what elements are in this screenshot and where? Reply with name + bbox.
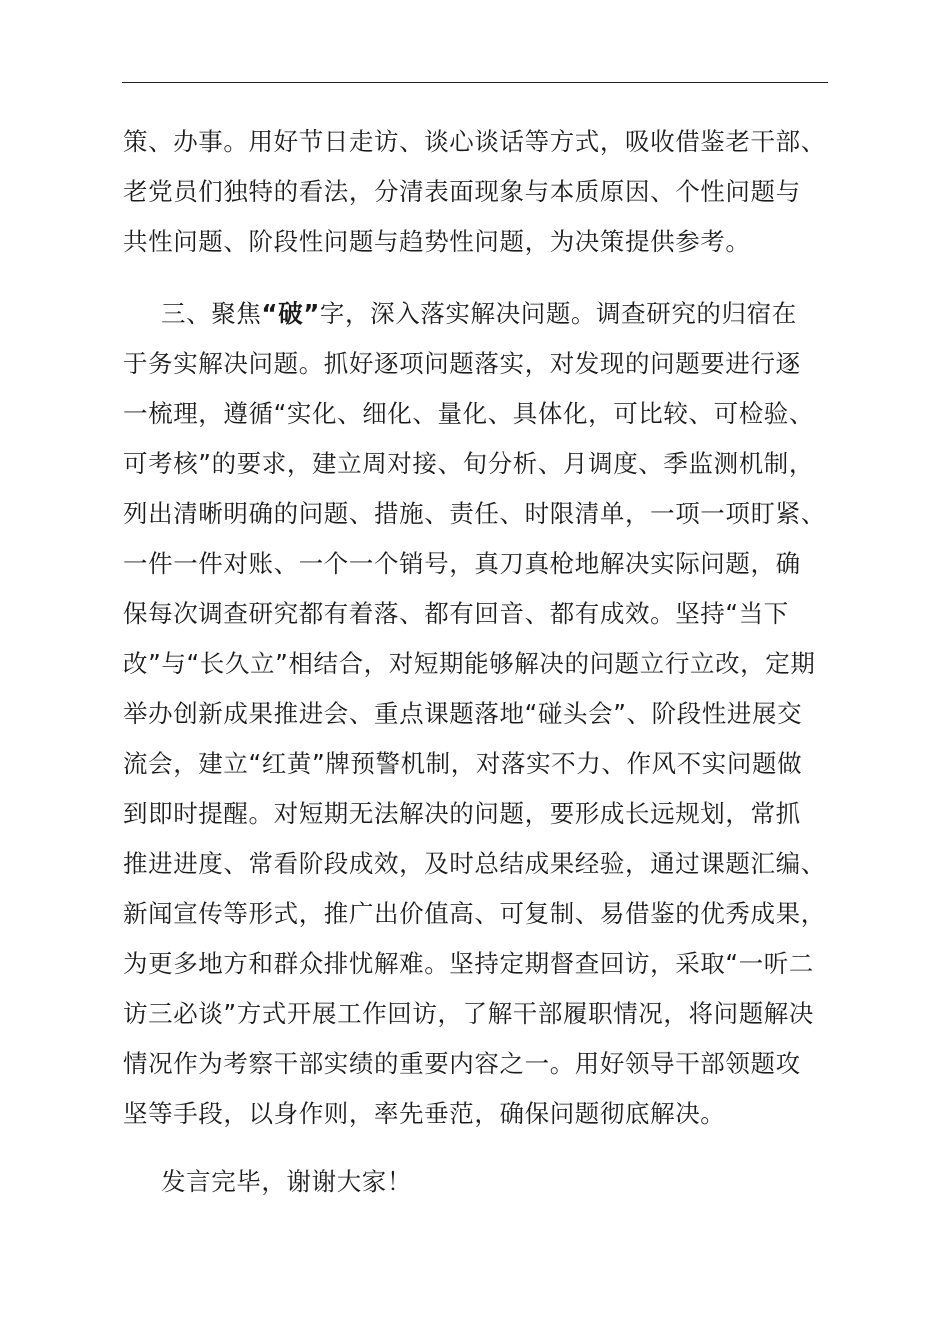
paragraph-line: 流会，建立“红黄”牌预警机制，对落实不力、作风不实问题做 xyxy=(123,749,803,778)
paragraph-line: 为更多地方和群众排忧解难。坚持定期督查回访，采取“一听二 xyxy=(123,949,814,978)
paragraph-line: 新闻宣传等形式，推广出价值高、可复制、易借鉴的优秀成果， xyxy=(123,899,826,928)
section-3-keyword: “破” xyxy=(261,299,320,328)
paragraph-line: 访三必谈”方式开展工作回访，了解干部履职情况，将问题解决 xyxy=(123,999,814,1028)
paragraph-line: 坚等手段，以身作则，率先垂范，确保问题彻底解决。 xyxy=(123,1099,726,1128)
paragraph-line: 可考核”的要求，建立周对接、旬分析、月调度、季监测机制， xyxy=(123,449,814,478)
section-3-first-line-text: 字，深入落实解决问题。调查研究的归宿在 xyxy=(319,299,797,328)
paragraph-line: 一件一件对账、一个一个销号，真刀真枪地解决实际问题，确 xyxy=(123,549,801,578)
paragraph-line: 共性问题、阶段性问题与趋势性问题，为决策提供参考。 xyxy=(123,227,751,256)
paragraph-line: 保每次调查研究都有着落、都有回音、都有成效。坚持“当下 xyxy=(123,599,789,628)
section-3-heading: 三、聚焦 xyxy=(161,299,262,328)
paragraph-line: 到即时提醒。对短期无法解决的问题，要形成长远规划，常抓 xyxy=(123,799,801,828)
paragraph-line: 一梳理，遵循“实化、细化、量化、具体化，可比较、可检验、 xyxy=(123,399,814,428)
paragraph-line: 改”与“长久立”相结合，对短期能够解决的问题立行立改，定期 xyxy=(123,649,816,678)
paragraph-line: 于务实解决问题。抓好逐项问题落实，对发现的问题要进行逐 xyxy=(123,349,801,378)
section-3-first-line xyxy=(161,296,797,332)
closing-remark: 发言完毕，谢谢大家！ xyxy=(161,1167,412,1196)
paragraph-line: 策、办事。用好节日走访、谈心谈话等方式，吸收借鉴老干部、 xyxy=(123,127,826,156)
paragraph-line: 列出清晰明确的问题、措施、责任、时限清单，一项一项盯紧、 xyxy=(123,499,826,528)
header-rule xyxy=(122,82,828,83)
paragraph-line: 情况作为考察干部实绩的重要内容之一。用好领导干部领题攻 xyxy=(123,1049,801,1078)
paragraph-line: 举办创新成果推进会、重点课题落地“碰头会”、阶段性进展交 xyxy=(123,699,803,728)
paragraph-line: 推进进度、常看阶段成效，及时总结成果经验，通过课题汇编、 xyxy=(123,849,826,878)
paragraph-line: 老党员们独特的看法，分清表面现象与本质原因、个性问题与 xyxy=(123,177,801,206)
